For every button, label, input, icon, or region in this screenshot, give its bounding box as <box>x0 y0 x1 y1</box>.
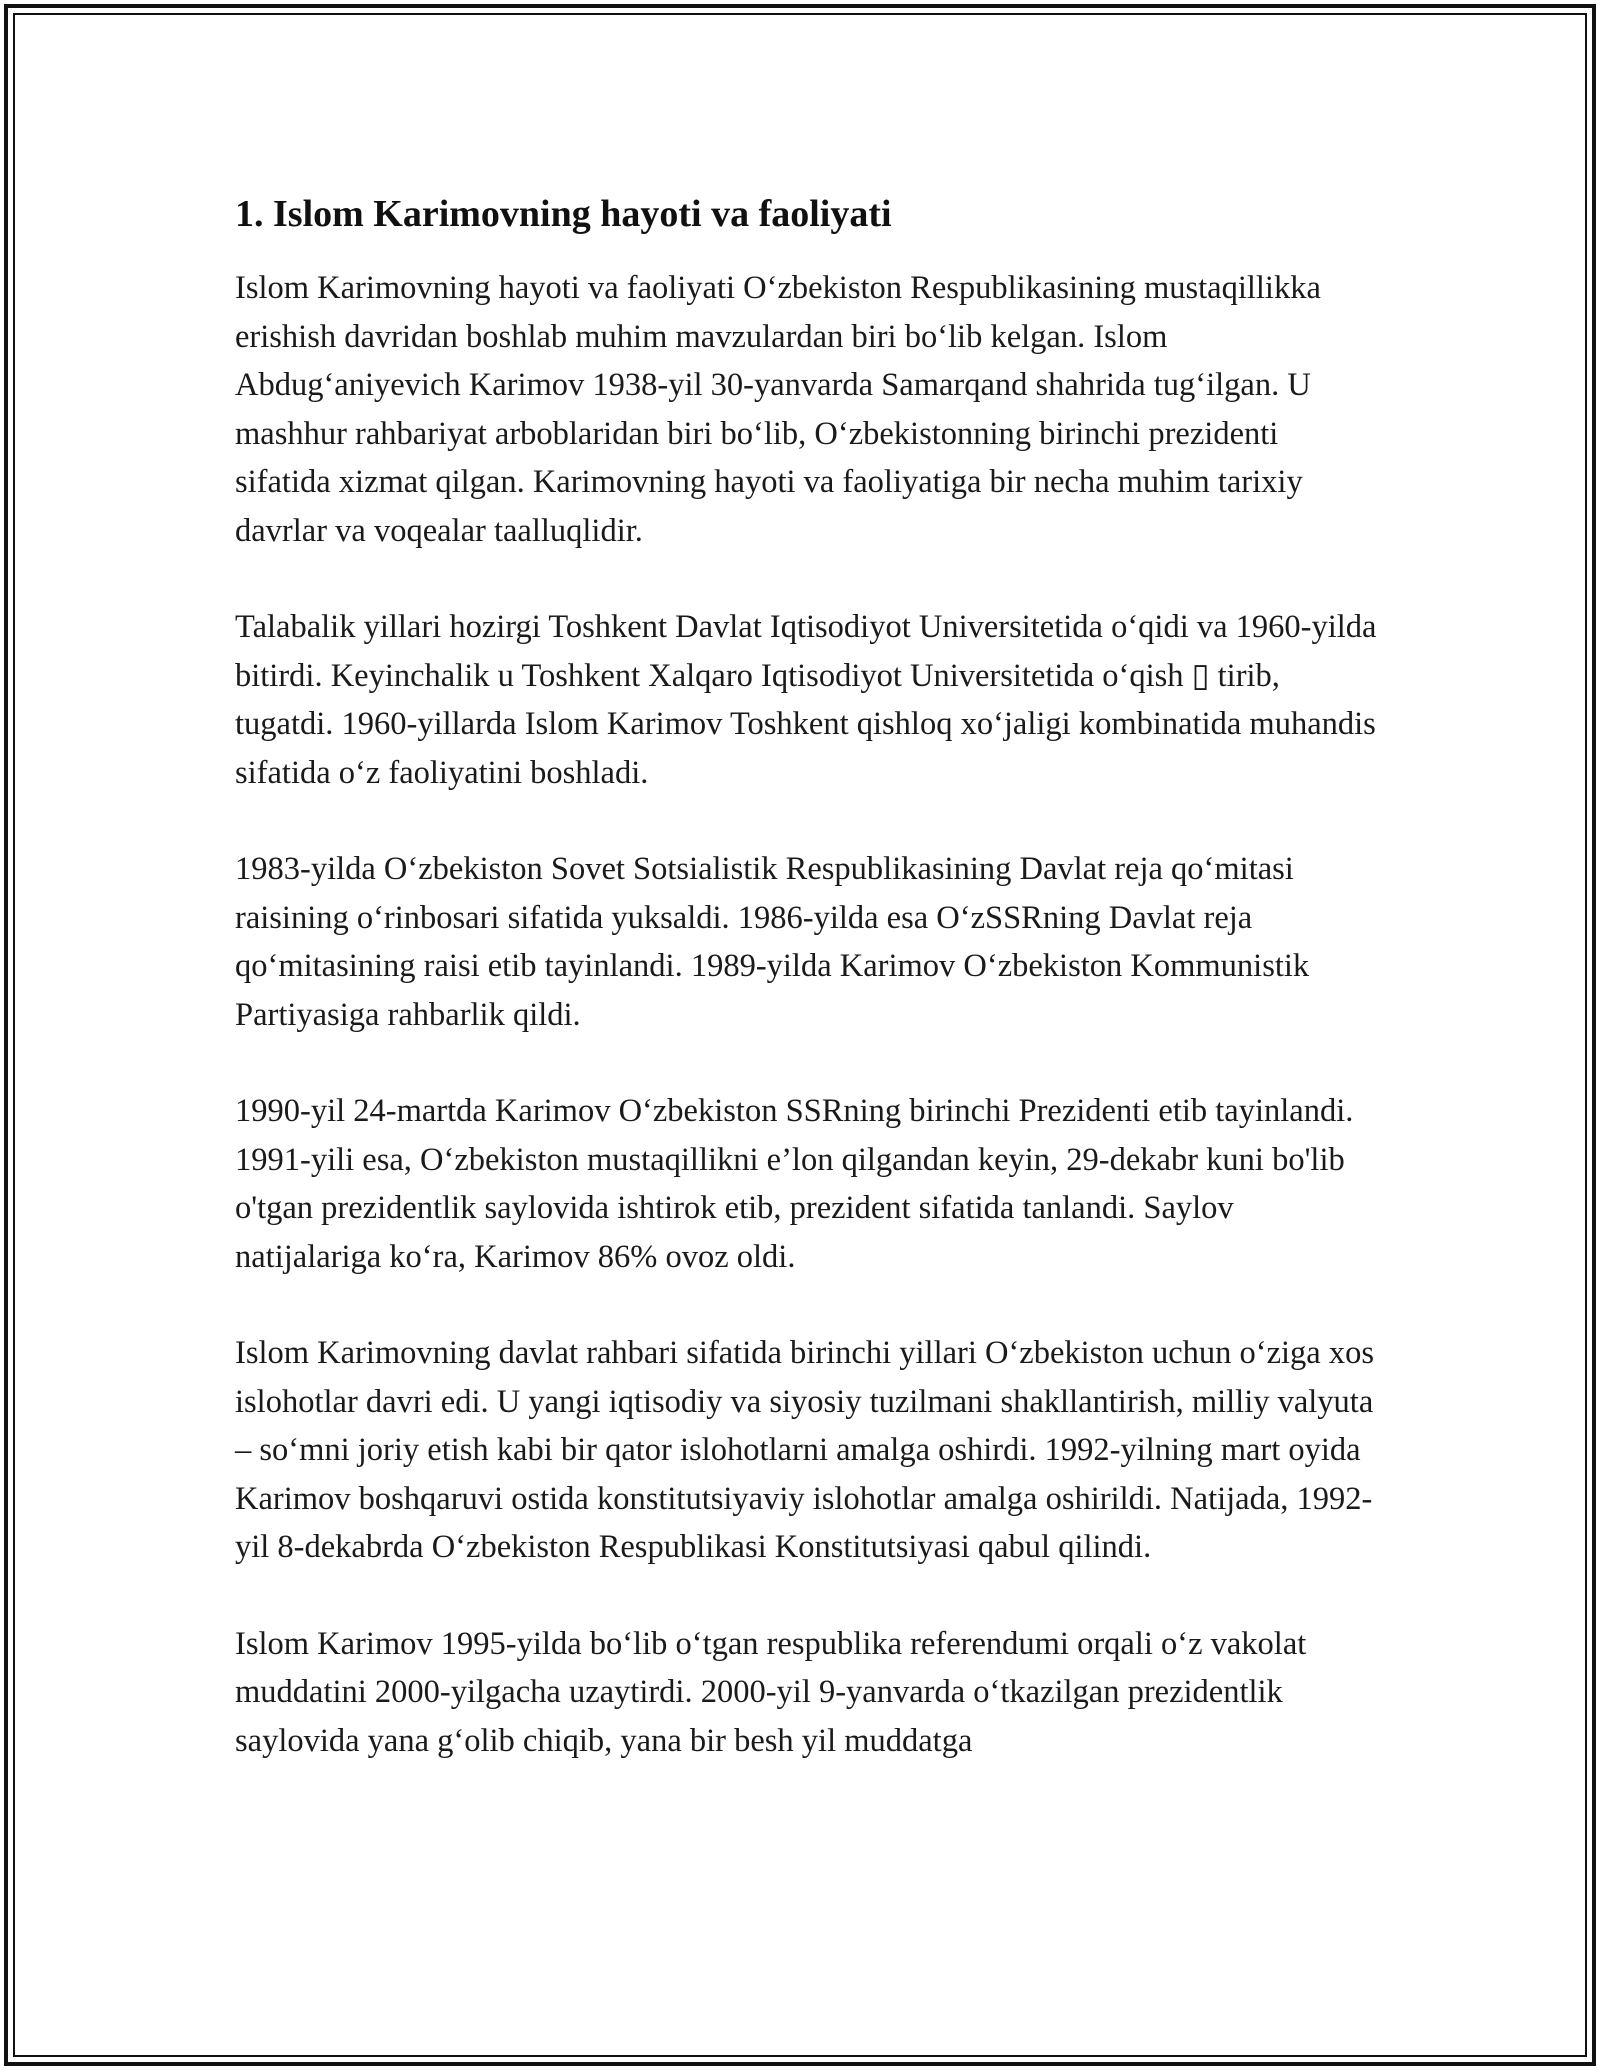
paragraph-5: Islom Karimovning davlat rahbari sifatida birinchi yillari O‘zbekiston uchun o‘ziga xos islohotlar davri edi. U yangi iqtisodiy va siyosiy tuzilmani shakllantirish, milliy valyuta – so‘mni joriy etish kabi bir qator islohotlarni amalga oshirdi. 1992-yilning mart oyida Karimov boshqaruvi ostida konstitutsiyaviy islohotlar amalga oshirildi. Natijada, 1992-yil 8-dekabrda O‘zbekiston Respublikasi Konstitutsiyasi qabul qilindi. <box>235 1335 1375 1565</box>
document-body <box>235 190 1380 1813</box>
paragraph-1: Islom Karimovning hayoti va faoliyati O‘zbekiston Respublikasining mustaqillikka erishish davridan boshlab muhim mavzulardan biri bo‘lib kelgan. Islom Abdug‘aniyevich Karimov 1938-yil 30-yanvarda Samarqand shahrida tug‘ilgan. U mashhur rahbariyat arboblaridan biri bo‘lib, O‘zbekistonning birinchi prezidenti sifatida xizmat qilgan. Karimovning hayoti va faoliyatiga bir necha muhim tarixiy davrlar va voqealar taalluqlidir. <box>235 270 1321 549</box>
paragraph-3: 1983-yilda O‘zbekiston Sovet Sotsialistik Respublikasining Davlat reja qo‘mitasi raisining o‘rinbosari sifatida yuksaldi. 1986-yilda esa O‘zSSRning Davlat reja qo‘mitasining raisi etib tayinlandi. 1989-yilda Karimov O‘zbekiston Kommunistik Partiyasiga rahbarlik qildi. <box>235 851 1310 1033</box>
section-heading: 1. Islom Karimovning hayoti va faoliyati <box>235 193 892 235</box>
paragraph-4: 1990-yil 24-martda Karimov O‘zbekiston SSRning birinchi Prezidenti etib tayinlandi. 1991-yili esa, O‘zbekiston mustaqillikni e’lon qilgandan keyin, 29-dekabr kuni bo'lib o'tgan prezidentlik saylovida ishtirok etib, prezident sifatida tanlandi. Saylov natijalariga ko‘ra, Karimov 86% ovoz oldi. <box>235 1093 1354 1275</box>
paragraph-2: Talabalik yillari hozirgi Toshkent Davlat Iqtisodiyot Universitetida o‘qidi va 1960-yilda bitirdi. Keyinchalik u Toshkent Xalqaro Iqtisodiyot Universitetida o‘qish ▯ tirib, tugatdi. 1960-yillarda Islom Karimov Toshkent qishloq xo‘jaligi kombinatida muhandis sifatida o‘z faoliyatini boshladi. <box>235 609 1377 791</box>
paragraph-6: Islom Karimov 1995-yilda bo‘lib o‘tgan respublika referendumi orqali o‘z vakolat muddatini 2000-yilgacha uzaytirdi. 2000-yil 9-yanvarda o‘tkazilgan prezidentlik saylovida yana g‘olib chiqib, yana bir besh yil muddatga <box>235 1625 1307 1759</box>
